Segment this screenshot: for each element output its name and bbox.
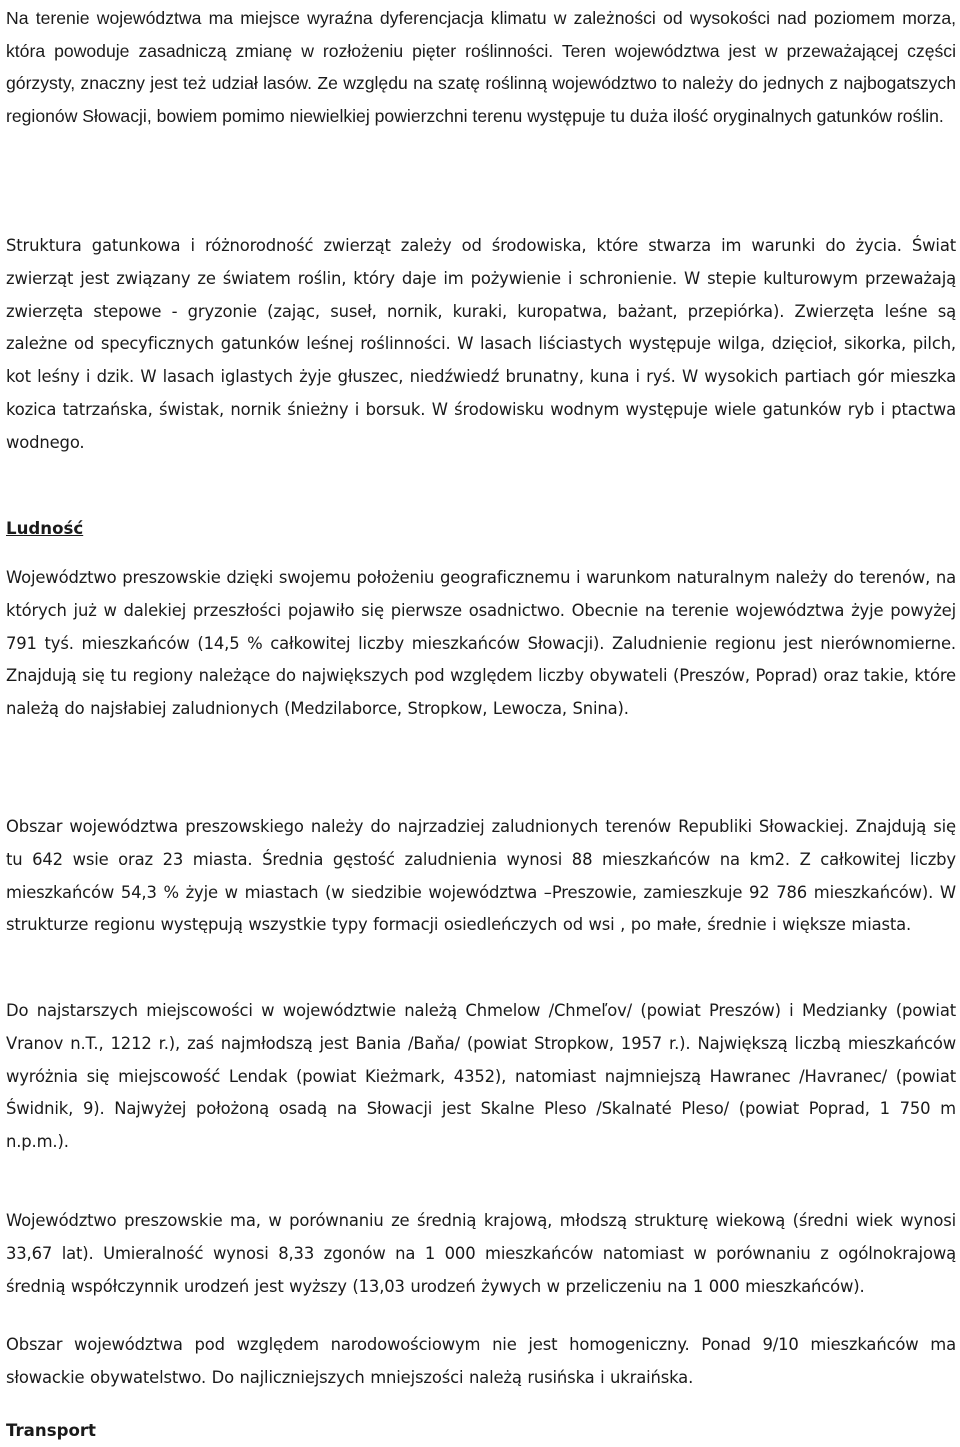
paragraph-fauna: Struktura gatunkowa i różnorodność zwierząt zależy od środowiska, które stwarza im warunki do życia. Świat zwierząt jest związany ze światem roślin, który daje im pożywienie i schronienie. W stepie kulturowym przeważają zwierzęta stepowe - gryzonie (zając, suseł, nornik, kuraki, kuropatwa, bażant, przepiórka). Zwierzęta leśne są zależne od specyficznych gatunków leśnej roślinności. W lasach liściastych występuje wilga, dzięcioł, sikorka, pilch, kot leśny i dzik. W lasach iglastych żyje głuszec, niedźwiedź brunatny, kuna i ryś. W wysokich partiach gór mieszka kozica tatrzańska, świstak, nornik śnieżny i borsuk. W środowisku wodnym występuje wiele gatunków ryb i ptactwa wodnego. bbox=[6, 236, 956, 452]
paragraph-population: Województwo preszowskie dzięki swojemu położeniu geograficznemu i warunkom naturalnym należy do terenów, na których już w dalekiej przeszłości pojawiło się pierwsze osadnictwo. Obecnie na terenie województwa żyje powyżej 791 tyś. mieszkańców (14,5 % całkowitej liczby mieszkańców Słowacji). Zaludnienie regionu jest nierównomierne. Znajdują się tu regiony należące do największych pod względem liczby obywateli (Preszów, Poprad) oraz takie, które należą do najsłabiej zaludnionych (Medzilaborce, Stropkow, Lewocza, Snina). bbox=[6, 568, 956, 719]
heading-population: Ludność bbox=[6, 519, 84, 538]
paragraph-climate: Na terenie województwa ma miejsce wyraźna dyferencjacja klimatu w zależności od wysokości nad poziomem morza, która powoduje zasadniczą zmianę w rozłożeniu pięter roślinności. Teren województwa jest w przeważającej części górzysty, znaczny jest też udział lasów. Ze względu na szatę roślinną województwo to należy do jednych z najbogatszych regionów Słowacji, bowiem pomimo niewielkiej powierzchni terenu występuje tu duża ilość oryginalnych gatunków roślin. bbox=[6, 8, 956, 126]
heading-transport: Transport bbox=[6, 1421, 96, 1440]
paragraph-age-structure: Województwo preszowskie ma, w porównaniu ze średnią krajową, młodszą strukturę wiekową (średni wiek wynosi 33,67 lat). Umieralność wynosi 8,33 zgonów na 1 000 mieszkańców natomiast w porównaniu z ogólnokrajową średnią współczynnik urodzeń jest wyższy (13,03 urodzeń żywych w przeliczeniu na 1 000 mieszkańców). bbox=[6, 1211, 956, 1296]
paragraph-nationality: Obszar województwa pod względem narodowościowym nie jest homogeniczny. Ponad 9/10 mieszkańców ma słowackie obywatelstwo. Do najliczniejszych mniejszości należą rusińska i ukraińska. bbox=[6, 1335, 956, 1387]
paragraph-settlements: Do najstarszych miejscowości w województwie należą Chmelow /Chmeľov/ (powiat Preszów) i Medzianky (powiat Vranov n.T., 1212 r.), zaś najmłodszą jest Bania /Baňa/ (powiat Stropkow, 1957 r.). Największą liczbą mieszkańców wyróżnia się miejscowość Lendak (powiat Kieżmark, 4352), natomiast najmniejszą Hawranec /Havranec/ (powiat Świdnik, 9). Najwyżej położoną osadą na Słowacji jest Skalne Pleso /Skalnaté Pleso/ (powiat Poprad, 1 750 m n.p.m.). bbox=[6, 1001, 956, 1152]
paragraph-density: Obszar województwa preszowskiego należy do najrzadziej zaludnionych terenów Republiki Słowackiej. Znajdują się tu 642 wsie oraz 23 miasta. Średnia gęstość zaludnienia wynosi 88 mieszkańców na km2. Z całkowitej liczby mieszkańców 54,3 % żyje w miastach (w siedzibie województwa –Preszowie, zamieszkuje 92 786 mieszkańców). W strukturze regionu występują wszystkie typy formacji osiedleńczych od wsi , po małe, średnie i większe miasta. bbox=[6, 817, 956, 935]
